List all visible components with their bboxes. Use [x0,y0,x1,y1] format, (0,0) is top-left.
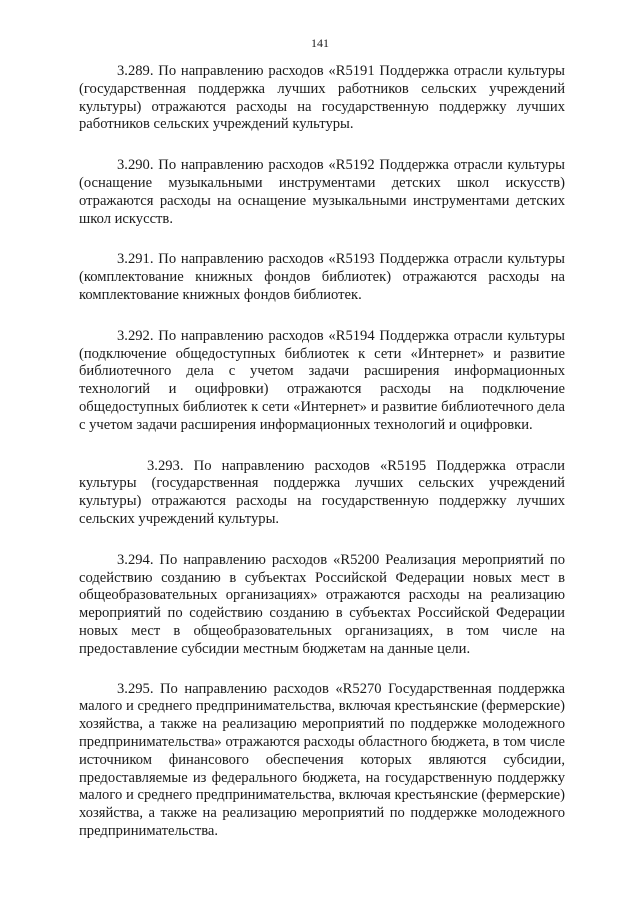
paragraph-3-292: 3.292. По направлению расходов «R5194 Поддержка отрасли культуры (подключение общедоступных библиотек к сети «Интернет» и развитие библиотечного дела с учетом задачи расширения информационных технологий и оцифровки) отражаются расходы на подключение общедоступных библиотек к сети «Интернет» и развитие библиотечного дела с учетом задачи расширения информационных технологий и оцифровки. [79,327,565,433]
page-number: 141 [311,36,329,50]
document-body [79,63,565,864]
paragraph-3-293: 3.293. По направлению расходов «R5195 Поддержка отрасли культуры (государственная поддержка лучших сельских учреждений культуры) отражаются расходы на государственную поддержку лучших сельских учреждений культуры. [79,457,565,527]
paragraph-3-295: 3.295. По направлению расходов «R5270 Государственная поддержка малого и среднего предпринимательства, включая крестьянские (фермерские) хозяйства, а также на реализацию мероприятий по поддержке молодежного предпринимательства» отражаются расходы областного бюджета, в том числе источником финансового обеспечения которых являются субсидии, предоставляемые из федерального бюджета, на государственную поддержку малого и среднего предпринимательства, включая крестьянские (фермерские) хозяйства, а также на реализацию мероприятий по поддержке молодежного предпринимательства. [79,680,565,839]
paragraph-3-294: 3.294. По направлению расходов «R5200 Реализация мероприятий по содействию созданию в субъектах Российской Федерации новых мест в общеобразовательных организациях» отражаются расходы на реализацию мероприятий по содействию созданию в субъектах Российской Федерации новых мест в общеобразовательных организациях, в том числе на предоставление субсидии местным бюджетам на данные цели. [79,551,565,657]
paragraph-3-290: 3.290. По направлению расходов «R5192 Поддержка отрасли культуры (оснащение музыкальными инструментами детских школ искусств) отражаются расходы на оснащение музыкальными инструментами детских школ искусств. [79,157,565,227]
paragraph-3-291: 3.291. По направлению расходов «R5193 Поддержка отрасли культуры (комплектование книжных фондов библиотек) отражаются расходы на комплектование книжных фондов библиотек. [79,251,565,303]
paragraph-3-289: 3.289. По направлению расходов «R5191 Поддержка отрасли культуры (государственная поддержка лучших работников сельских учреждений культуры) отражаются расходы на государственную поддержку лучших работников сельских учреждений культуры. [79,63,565,133]
